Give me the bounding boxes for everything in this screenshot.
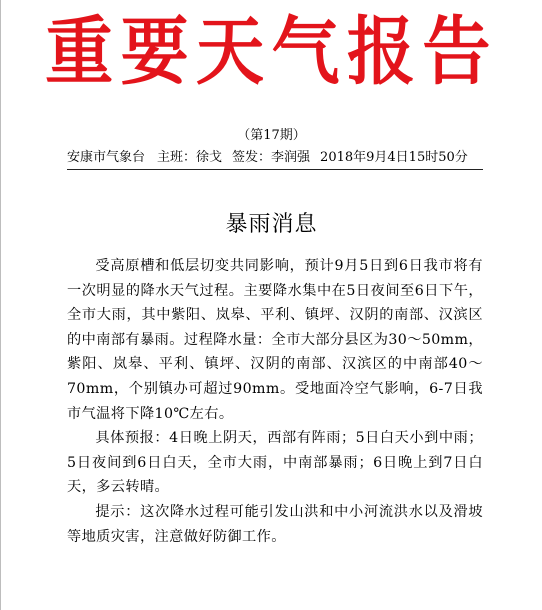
issue-number: （第17期） xyxy=(237,128,306,143)
document-meta xyxy=(67,149,483,167)
issuing-organization: 安康市气象台 xyxy=(67,150,146,165)
paragraph-forecast-overview: 受高原槽和低层切变共同影响，预计9月5日到6日我市将有一次明显的降水天气过程。主要降水集中在5日夜间至6日下午，全市大雨，其中紫阳、岚皋、平利、镇坪、汉阴的南部、汉滨区的中南部有暴雨。过程降水量：全市大部分县区为30～50mm，紫阳、岚皋、平利、镇坪、汉阴的南部、汉滨区的中南部40～70mm，个别镇办可超过90mm。受地面冷空气影响，6-7日我市气温将下降10℃左右。 xyxy=(67,258,483,422)
masthead-title: 重要天气报告 xyxy=(45,9,498,95)
document-title: 暴雨消息 xyxy=(225,212,318,237)
document-body xyxy=(67,254,483,549)
paragraph-warning-tip: 提示：这次降水过程可能引发山洪和中小河流洪水以及滑坡等地质灾害，注意做好防御工作。 xyxy=(67,503,483,545)
header-divider xyxy=(67,169,483,170)
signer: 签发：李润强 xyxy=(232,150,311,165)
issue-datetime: 2018年9月4日15时50分 xyxy=(320,150,468,165)
paragraph-detailed-forecast: 具体预报：4日晚上阴天，西部有阵雨；5日白天小到中雨；5日夜间到6日白天，全市大雨，中南部暴雨；6日晚上到7日白天，多云转晴。 xyxy=(67,430,483,496)
editor-on-duty: 主班：徐戈 xyxy=(157,150,223,165)
